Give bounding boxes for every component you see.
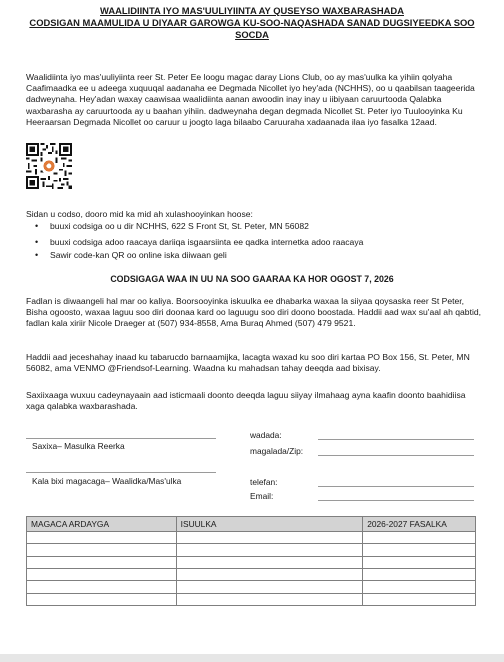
- table-row: [27, 568, 476, 580]
- student-name-cell[interactable]: [27, 556, 177, 568]
- student-name-cell[interactable]: [27, 532, 177, 544]
- printed-name-label: Kala bixi magacaga– Waalidka/Mas'ulka: [32, 476, 182, 486]
- student-name-cell[interactable]: [27, 568, 177, 580]
- city-zip-field[interactable]: [318, 455, 474, 456]
- grade-cell[interactable]: [363, 532, 476, 544]
- grade-cell[interactable]: [363, 568, 476, 580]
- student-roster-table: [26, 516, 476, 606]
- table-row: [27, 544, 476, 556]
- student-name-cell[interactable]: [27, 581, 177, 593]
- grade-cell[interactable]: [363, 556, 476, 568]
- column-header-school: ISUULKA: [176, 517, 363, 532]
- instructions-text: Sidan u codso, dooro mid ka mid ah xulashooyinkan hoose:: [26, 209, 253, 219]
- phone-label: telefan:: [250, 477, 278, 487]
- option-qr: • Sawir code-kan QR oo online iska diiwaan geli: [26, 249, 482, 262]
- signature-label: Saxixa– Masulka Reerka: [32, 441, 125, 451]
- title-line-3: SOCDA: [235, 29, 269, 40]
- student-name-cell[interactable]: [27, 593, 177, 605]
- signature-note-paragraph: Saxiixaaga wuxuu cadeynayaain aad isticmaali doonto deeqda laguu siiyay ilmahaag ayna kaafin doonto baahidiisa xaga qalabka waxbarashada.: [26, 390, 466, 412]
- application-options-list: [26, 220, 482, 262]
- school-cell[interactable]: [176, 544, 363, 556]
- school-cell[interactable]: [176, 581, 363, 593]
- table-row: [27, 581, 476, 593]
- school-cell[interactable]: [176, 556, 363, 568]
- table-row: [27, 593, 476, 605]
- address-label: wadada:: [250, 430, 282, 440]
- table-row: [27, 532, 476, 544]
- grade-cell[interactable]: [363, 581, 476, 593]
- page-bottom-edge: [0, 654, 504, 662]
- table-header-row: [27, 517, 476, 532]
- email-field[interactable]: [318, 500, 474, 501]
- title-line-2: CODSIGAN MAAMULIDA U DIYAAR GAROWGA KU-SOO-NAQASHADA SANAD DUGSIYEEDKA SOO: [29, 17, 475, 28]
- school-cell[interactable]: [176, 593, 363, 605]
- grade-cell[interactable]: [363, 544, 476, 556]
- address-field[interactable]: [318, 439, 474, 440]
- form-title: [0, 5, 504, 41]
- deadline-heading: CODSIGAGA WAA IN UU NA SOO GAARAA KA HOR OGOST 7, 2026: [110, 274, 394, 284]
- city-zip-label: magalada/Zip:: [250, 446, 304, 456]
- intro-paragraph: Waalidiinta iyo mas'uuliyiinta reer St. Peter Ee loogu magac daray Lions Club, oo ay mas'uulka ka yihiin qolyaha Caafimaadka ee u adeega xuquuqal aadanaha ee Degmada Nicollet iyo hey'ada (NCHHS), oo u qaabilsan taageerida dadweynaha. Hey'adan waxay caawisaa waalidiinta aanan awoodin inay inay u iibiyaan caruurtooda Qalabka waxbarasha ay caruurtooda ay u baahan yihiin. dadweynaha degan degmada Nicollet St. Peter iyo Tuulooyinka Ku Heeraarsan Degmada Nicollet oo caruur u joogto laga bilaabo Caruuraha xadaanada ilaa iyo fasalka 12aad.: [26, 72, 475, 127]
- table-row: [27, 556, 476, 568]
- column-header-grade: 2026-2027 FASALKA: [363, 517, 476, 532]
- registration-paragraph: Fadlan is diwaangeli hal mar oo kaliya. Boorsooyinka iskuulka ee dhabarka waxaa la siiyaa qoysaska reer St Peter, Bisha ogoosto, waxaa laguu soo diri doonaa kard oo laguugu soo diri doono boostada. Haddii aad wax su'aal ah qabtid, fadlan kala xiriir Nicole Draeger at (507) 934-8558, Ama Buraq Ahmed (507) 479 9521.: [26, 296, 482, 329]
- column-header-student-name: MAGACA ARDAYGA: [27, 517, 177, 532]
- donation-paragraph: Haddii aad jeceshahay inaad ku tabarucdo barnaamijka, lacagta waxad ku soo diri kartaa PO Box 156, St. Peter, MN 56082, ama VENMO @Friendsof-Learning. Waadna ku mahadsan tahay deeqda aad bixisay.: [26, 352, 470, 374]
- printed-name-line[interactable]: [26, 472, 216, 473]
- grade-cell[interactable]: [363, 593, 476, 605]
- student-name-cell[interactable]: [27, 544, 177, 556]
- qr-code-icon[interactable]: [26, 143, 72, 189]
- school-cell[interactable]: [176, 568, 363, 580]
- school-cell[interactable]: [176, 532, 363, 544]
- email-label: Email:: [250, 491, 274, 501]
- phone-field[interactable]: [318, 486, 474, 487]
- title-line-1: WAALIDIINTA IYO MAS'UULIYIINTA AY QUSEYSO WAXBARASHADA: [100, 5, 404, 16]
- signature-line[interactable]: [26, 438, 216, 439]
- option-online: • buuxi codsiga adoo raacaya dariiqa isgaarsiinta ee qadka internetka adoo raacaya: [26, 236, 482, 249]
- option-mail: • buuxi codsiga oo u dir NCHHS, 622 S Front St, St. Peter, MN 56082: [26, 220, 482, 233]
